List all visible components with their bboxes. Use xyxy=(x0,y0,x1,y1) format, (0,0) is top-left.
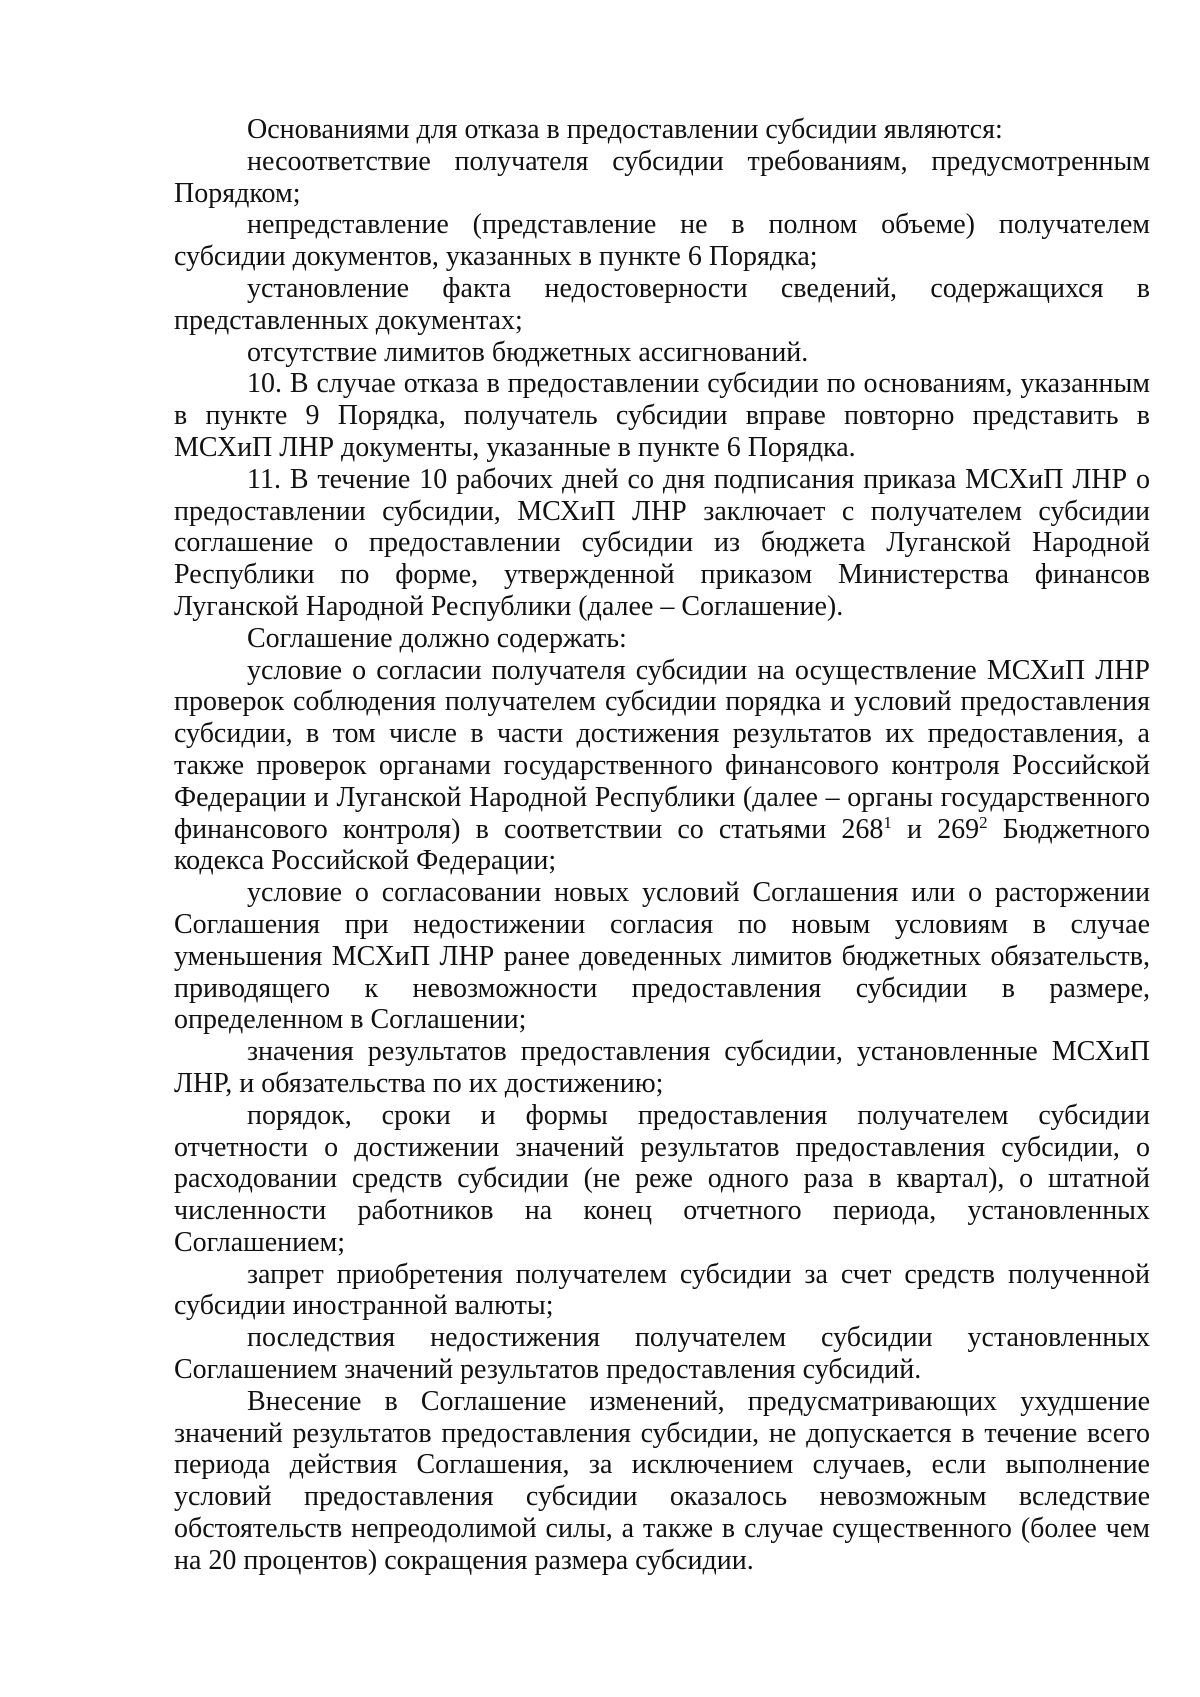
paragraph-consequences: последствия недостижения получателем субсидии установленных Соглашением значений результатов предоставления субсидий. xyxy=(174,1322,1150,1386)
paragraph-new-conditions: условие о согласовании новых условий Соглашения или о расторжении Соглашения при недостижении согласия по новым условиям в случае уменьшения МСХиП ЛНР ранее доведенных лимитов бюджетных обязательств, приводящего к невозможности предоставления субсидии в размере, определенном в Соглашении; xyxy=(174,877,1150,1036)
superscript: 1 xyxy=(883,812,892,832)
paragraph-item-10: 10. В случае отказа в предоставлении субсидии по основаниям, указанным в пункте 9 Порядка, получатель субсидии вправе повторно представить в МСХиП ЛНР документы, указанные в пункте 6 Порядка. xyxy=(174,368,1150,463)
paragraph-no-limits: отсутствие лимитов бюджетных ассигнований. xyxy=(247,336,809,368)
paragraph-noncompliance: несоответствие получателя субсидии требованиям, предусмотренным Порядком; xyxy=(174,145,1150,209)
paragraph-inspection-consent xyxy=(174,655,1150,878)
paragraph-false-info: установление факта недостоверности сведений, содержащихся в представленных документах; xyxy=(174,272,1150,336)
document-body xyxy=(174,114,1150,1577)
paragraph-currency-ban: запрет приобретения получателем субсидии за счет средств полученной субсидии иностранной валюты; xyxy=(174,1258,1150,1322)
superscript: 2 xyxy=(979,812,988,832)
paragraph-text-part: условие о согласии получателя субсидии на осуществление МСХиП ЛНР проверок соблюдения получателем субсидии порядка и условий предоставления субсидии, в том числе в части достижения результатов их предоставления, а также проверок органами государственного финансового контроля Российской Федерации и Луганской Народной Республики (далее – органы государственного финансового контроля) в соответствии со статьями 268 xyxy=(174,654,1150,845)
paragraph-reporting: порядок, сроки и формы предоставления получателем субсидии отчетности о достижении значений результатов предоставления субсидии, о расходовании средств субсидии (не реже одного раза в квартал), о штатной численности работников на конец отчетного периода, установленных Соглашением; xyxy=(174,1099,1150,1258)
paragraph-agreement-contents: Соглашение должно содержать: xyxy=(247,622,627,654)
paragraph-item-11: 11. В течение 10 рабочих дней со дня подписания приказа МСХиП ЛНР о предоставлении субсидии, МСХиП ЛНР заключает с получателем субсидии соглашение о предоставлении субсидии из бюджета Луганской Народной Республики по форме, утвержденной приказом Министерства финансов Луганской Народной Республики (далее – Соглашение). xyxy=(174,463,1150,622)
paragraph-refusal-grounds: Основаниями для отказа в предоставлении субсидии являются: xyxy=(247,114,1003,145)
paragraph-amendments: Внесение в Соглашение изменений, предусматривающих ухудшение значений результатов предоставления субсидии, не допускается в течение всего периода действия Соглашения, за исключением случаев, если выполнение условий предоставления субсидии оказалось невозможным вследствие обстоятельств непреодолимой силы, а также в случае существенного (более чем на 20 процентов) сокращения размера субсидии. xyxy=(174,1385,1150,1576)
paragraph-nonsubmission: непредставление (представление не в полном объеме) получателем субсидии документов, указанных в пункте 6 Порядка; xyxy=(174,209,1150,273)
paragraph-text-part: Бюджетного кодекса Российской Федерации; xyxy=(174,813,1151,877)
paragraph-result-values: значения результатов предоставления субсидии, установленные МСХиП ЛНР, и обязательства по их достижению; xyxy=(174,1036,1150,1099)
paragraph-text-part: и 269 xyxy=(891,813,980,845)
